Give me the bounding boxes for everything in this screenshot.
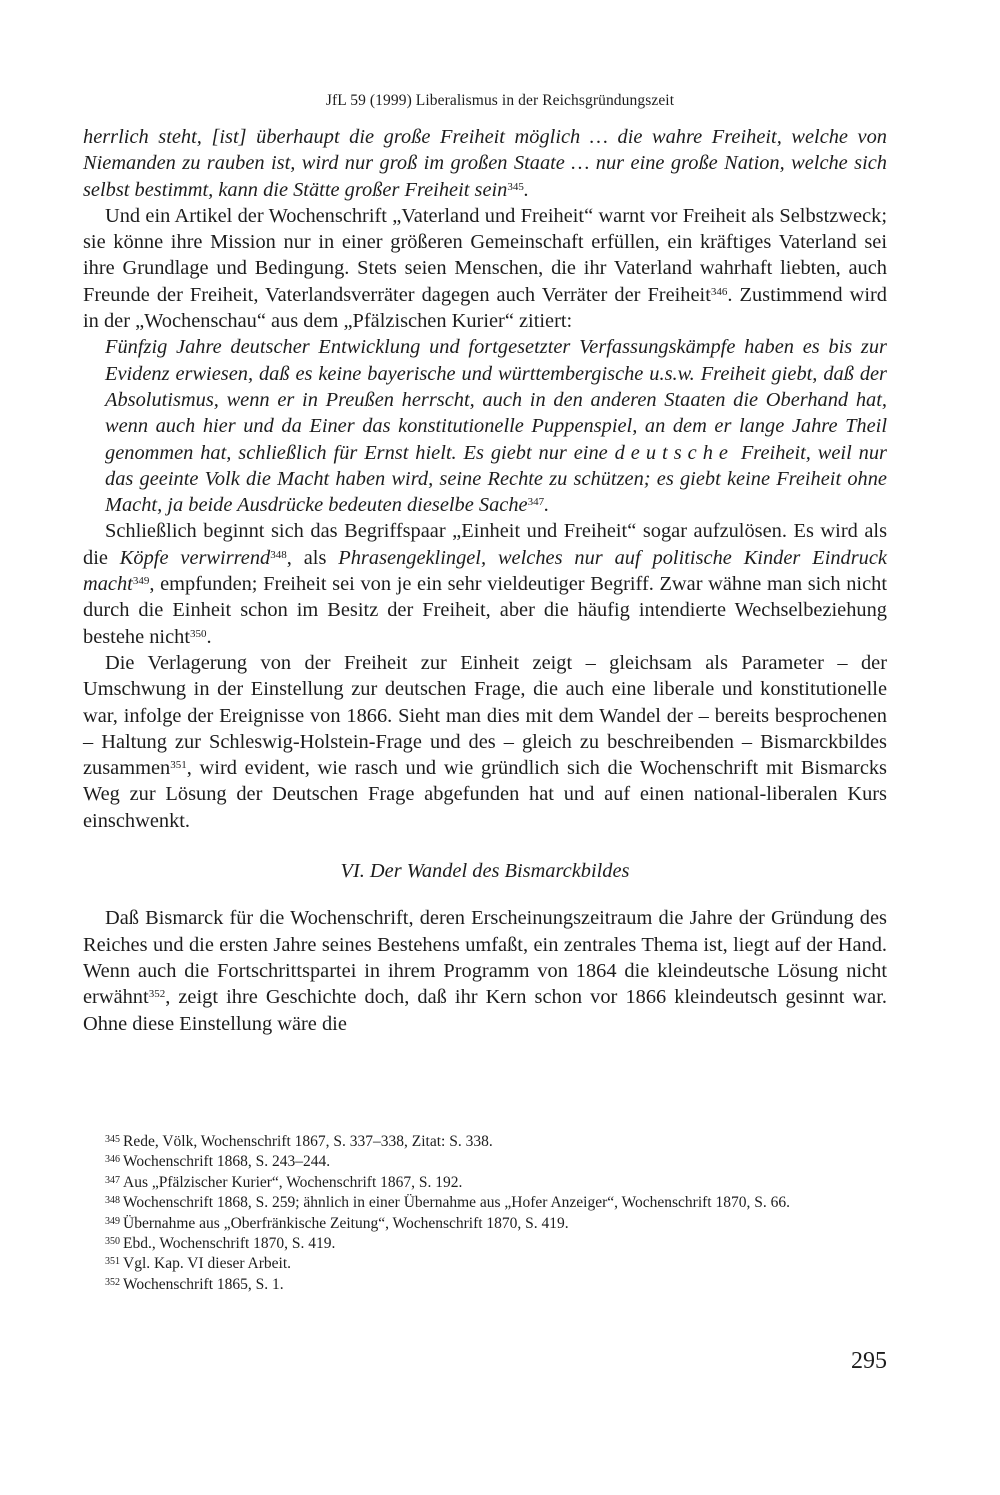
- footnote-ref-349[interactable]: 349: [132, 575, 150, 588]
- footnotes: [83, 1132, 887, 1295]
- footnote: $^{345}$ Rede, Völk, Wochenschrift 1867, S. 337–338, Zitat: S. 338.: [105, 1133, 493, 1150]
- main-text: [83, 124, 887, 1037]
- paragraph-bismarck: Daß Bismarck für die Wochenschrift, deren Erscheinungszeitraum die Jahre der Gründung des Reiches und die ersten Jahre seines Bestehens umfaßt, ein zentrales Thema ist, liegt auf der Hand. Wenn auch die Fortschrittspartei in ihrem Programm von 1864 die kleindeutsche Lösung nicht erwähnt$^{352}$, zeigt ihre Geschichte doch, daß ihr Kern schon vor 1866 kleindeutsch gesinnt war. Ohne diese Einstellung wäre die: [83, 907, 887, 1035]
- footnote-ref-347[interactable]: 347: [527, 496, 545, 509]
- footnote-ref-346[interactable]: 346: [710, 285, 728, 298]
- paragraph-vaterland: Und ein Artikel der Wochenschrift „Vaterland und Freiheit“ warnt vor Freiheit als Selbstzweck; sie könne ihre Mission nur in einer größeren Gemeinschaft erfüllen, ein kräftiges Vaterland sei ihre Grundlage und Bedingung. Stets seien Menschen, die ihr Vaterland wahrhaft liebten, auch Freunde der Freiheit, Vaterlandsverräter dagegen auch Verräter der Freiheit$^{346}$. Zustimmend wird in der „Wochenschau“ aus dem „Pfälzischen Kurier“ zitiert:: [83, 204, 887, 333]
- block-quote-pfaelzischer-kurier: Fünfzig Jahre deutscher Entwicklung und fortgesetzter Verfassungskämpfe haben es bis zur Evidenz erwiesen, daß es keine bayerische und württembergische u.s.w. Freiheit giebt, daß der Absolutismus, wenn er in Preußen herrscht, auch in den anderen Staaten die Oberhand hat, wenn auch hier und da Einer das konstitutionelle Puppenspiel, an dem er lange Jahre Theil genommen hat, schließlich für Ernst hielt. Es giebt nur eine deutsche Freiheit, weil nur das geeinte Volk die Macht haben wird, seine Rechte zu schützen; es giebt keine Freiheit ohne Macht, ja beide Ausdrücke bedeuten dieselbe Sache$^{347}$.: [105, 336, 887, 517]
- paragraph-verlagerung: Die Verlagerung von der Freiheit zur Einheit zeigt – gleichsam als Parameter – der Umschwung in der Einstellung zur deutschen Frage, die auch eine liberale und konstitutionelle war, infolge der Ereignisse von 1866. Sieht man dies mit dem Wandel der – bereits besprochenen – Haltung zur Schleswig-Holstein-Frage und des – gleich zu beschreibenden – Bismarckbildes zusammen$^{351}$, wird evident, wie rasch und wie gründlich sich die Wochenschrift mit Bismarcks Weg zur Lösung der Deutschen Frage abgefunden hat und auf einen national-liberalen Kurs einschwenkt.: [83, 651, 887, 832]
- running-header: JfL 59 (1999) Liberalismus in der Reichsgründungszeit: [325, 92, 675, 109]
- footnote-ref-351[interactable]: 351: [170, 759, 187, 772]
- footnote: $^{348}$ Wochenschrift 1868, S. 259; ähnlich in einer Übernahme aus „Hofer Anzeiger“, Wochenschrift 1870, S. 66.: [105, 1194, 790, 1212]
- footnote-ref-352[interactable]: 352: [148, 988, 166, 1001]
- footnote-ref-345[interactable]: 345: [507, 180, 524, 193]
- page-number: 295: [851, 1348, 887, 1374]
- footnote-ref-350[interactable]: 350: [190, 627, 207, 640]
- footnote-ref-348[interactable]: 348: [270, 548, 287, 561]
- paragraph-quote-continuation: herrlich steht, [ist] überhaupt die große Freiheit möglich … die wahre Freiheit, welche von Niemanden zu rauben ist, wird nur groß im großen Staate … nur eine große Nation, welche sich selbst bestimmt, kann die Stätte großer Freiheit sein$^{345}$.: [83, 126, 887, 201]
- footnote: $^{350}$ Ebd., Wochenschrift 1870, S. 419.: [105, 1235, 336, 1253]
- spaced-emphasis: deutsche: [614, 441, 734, 464]
- footnote: $^{351}$ Vgl. Kap. VI dieser Arbeit.: [105, 1255, 292, 1273]
- section-heading: VI. Der Wandel des Bismarckbildes: [340, 860, 630, 883]
- footnote: $^{346}$ Wochenschrift 1868, S. 243–244.: [105, 1153, 331, 1171]
- paragraph-begriffspaar: Schließlich beginnt sich das Begriffspaar „Einheit und Freiheit“ sogar aufzulösen. Es wird als die Köpfe verwirrend$^{348}$, als Phrasengeklingel, welches nur auf politische Kinder Eindruck macht$^{349}$, empfunden; Freiheit sei von je ein sehr vieldeutiger Begriff. Zwar wähne man sich nicht durch die Einheit schon im Besitz der Freiheit, aber die häufig intendierte Wechselbeziehung bestehe nicht$^{350}$.: [83, 520, 887, 648]
- footnote: $^{349}$ Übernahme aus „Oberfränkische Zeitung“, Wochenschrift 1870, S. 419.: [105, 1214, 569, 1232]
- footnote: $^{352}$ Wochenschrift 1865, S. 1.: [105, 1275, 284, 1293]
- footnote: $^{347}$ Aus „Pfälzischer Kurier“, Wochenschrift 1867, S. 192.: [105, 1173, 463, 1191]
